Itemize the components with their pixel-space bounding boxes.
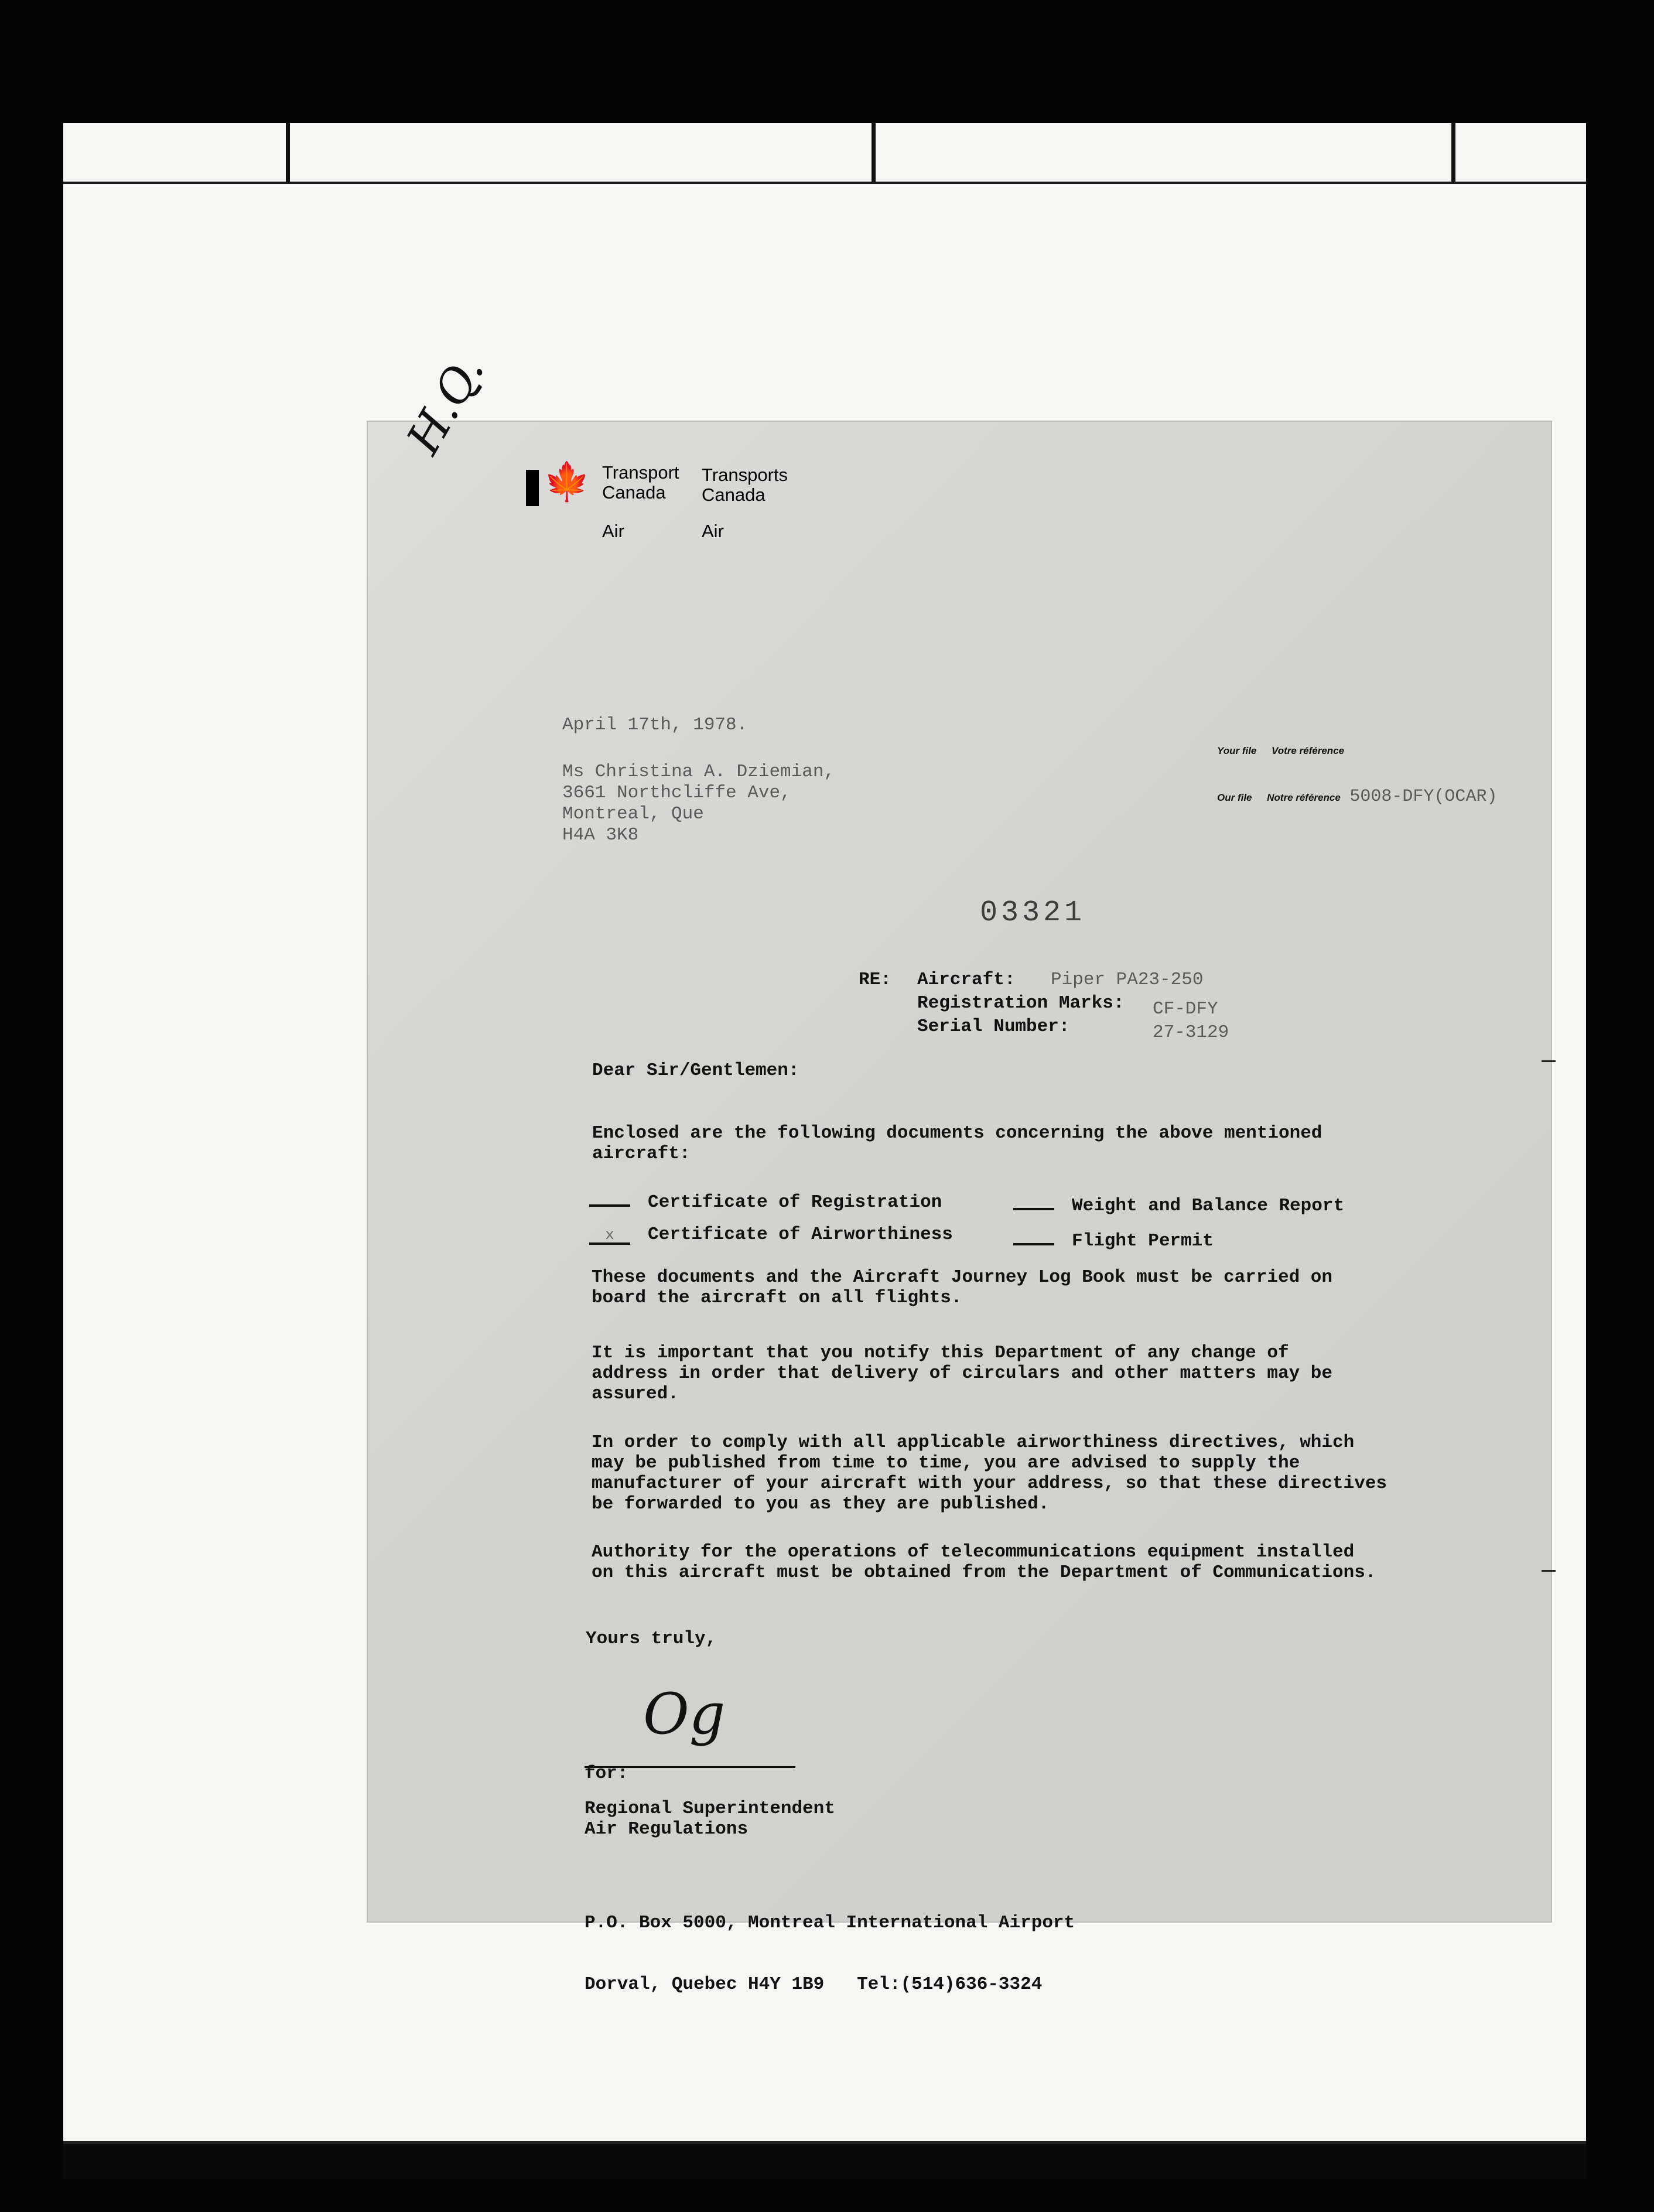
document-item	[1013, 1228, 1214, 1251]
frame-tick	[286, 123, 290, 182]
flag-bar-icon	[526, 470, 539, 506]
addressee-street: 3661 Northcliffe Ave,	[562, 783, 791, 803]
stamp-number: 03321	[980, 896, 1086, 930]
closing: Yours truly,	[586, 1629, 717, 1649]
document-label: Flight Permit	[1072, 1231, 1214, 1251]
margin-tick	[1542, 1570, 1556, 1572]
signatory-division: Air Regulations	[585, 1819, 749, 1839]
intro-paragraph: Enclosed are the following documents concerning the above mentioned aircraft:	[592, 1123, 1322, 1164]
aircraft-value: Piper PA23-250	[1051, 970, 1204, 990]
branch-french: Air	[702, 521, 724, 541]
our-file-reference	[1217, 786, 1497, 807]
serial-value: 27-3129	[1153, 1022, 1229, 1043]
frame-bottom-border	[63, 2141, 1586, 2179]
branch-english: Air	[602, 521, 624, 541]
maple-leaf-icon: 🍁	[544, 464, 590, 506]
our-file-label-en: Our file	[1217, 792, 1252, 803]
aircraft-label: Aircraft:	[917, 970, 1016, 990]
registration-value: CF-DFY	[1153, 999, 1218, 1019]
re-label: RE:	[859, 970, 891, 990]
your-file-label-en: Your file	[1217, 745, 1257, 756]
frame-tick	[872, 123, 876, 182]
addressee-name: Ms Christina A. Dziemian,	[562, 762, 835, 782]
footer-address-line2: Dorval, Quebec H4Y 1B9 Tel:(514)636-3324	[585, 1974, 1043, 1995]
letter-date: April 17th, 1978.	[562, 715, 748, 735]
addressee-city: Montreal, Que	[562, 804, 704, 824]
footer-address	[585, 1872, 1075, 2036]
document-label: Certificate of Airworthiness	[648, 1224, 953, 1245]
salutation: Dear Sir/Gentlemen:	[592, 1060, 799, 1081]
our-file-label-fr: Notre référence	[1267, 792, 1341, 803]
your-file-label-fr: Votre référence	[1272, 745, 1345, 756]
paragraph-logbook: These documents and the Aircraft Journey Log Book must be carried on board the aircraft on all flights.	[592, 1267, 1333, 1308]
dept-name-french: Transports Canada	[702, 465, 788, 505]
for-label: for:	[585, 1763, 628, 1784]
document-checkmark	[1013, 1228, 1054, 1245]
your-file-reference	[1217, 745, 1344, 757]
dept-name-english: Transport Canada	[602, 462, 679, 503]
paragraph-telecommunications: Authority for the operations of telecommunications equipment installed on this aircraft must be obtained from the Department of Communications.	[592, 1542, 1376, 1583]
document-label: Weight and Balance Report	[1072, 1196, 1345, 1216]
letterhead	[526, 463, 936, 615]
signatory-block	[585, 1798, 835, 1839]
addressee-block	[562, 762, 835, 846]
document-item	[1013, 1193, 1344, 1216]
paragraph-address-change: It is important that you notify this Department of any change of address in order that delivery of circulars and other matters may be assured.	[592, 1343, 1333, 1404]
film-frame	[63, 123, 1586, 2179]
signatory-title: Regional Superintendent	[585, 1798, 835, 1819]
registration-label: Registration Marks:	[917, 993, 1125, 1013]
paragraph-airworthiness: In order to comply with all applicable airworthiness directives, which may be published from time to time, you are advised to supply the manufacturer of your aircraft with your address, so that these directives be forwarded to you as they are published.	[592, 1432, 1388, 1514]
document-item	[589, 1224, 953, 1245]
letter-page	[368, 346, 1551, 1995]
margin-tick	[1542, 1060, 1556, 1062]
document-label: Certificate of Registration	[648, 1192, 942, 1213]
document-checkmark	[1013, 1193, 1054, 1210]
document-checkmark: x	[589, 1227, 630, 1245]
document-item	[589, 1189, 942, 1213]
serial-label: Serial Number:	[917, 1016, 1070, 1037]
signature: Og	[643, 1681, 726, 1747]
handwritten-initials: H.Q.	[397, 346, 495, 463]
frame-tick	[1451, 123, 1455, 182]
footer-address-line1: P.O. Box 5000, Montreal International Airport	[585, 1913, 1075, 1933]
document-checkmark	[589, 1189, 630, 1207]
frame-top-border	[63, 123, 1586, 184]
our-file-number: 5008-DFY(OCAR)	[1349, 787, 1498, 807]
addressee-postal: H4A 3K8	[562, 825, 639, 845]
